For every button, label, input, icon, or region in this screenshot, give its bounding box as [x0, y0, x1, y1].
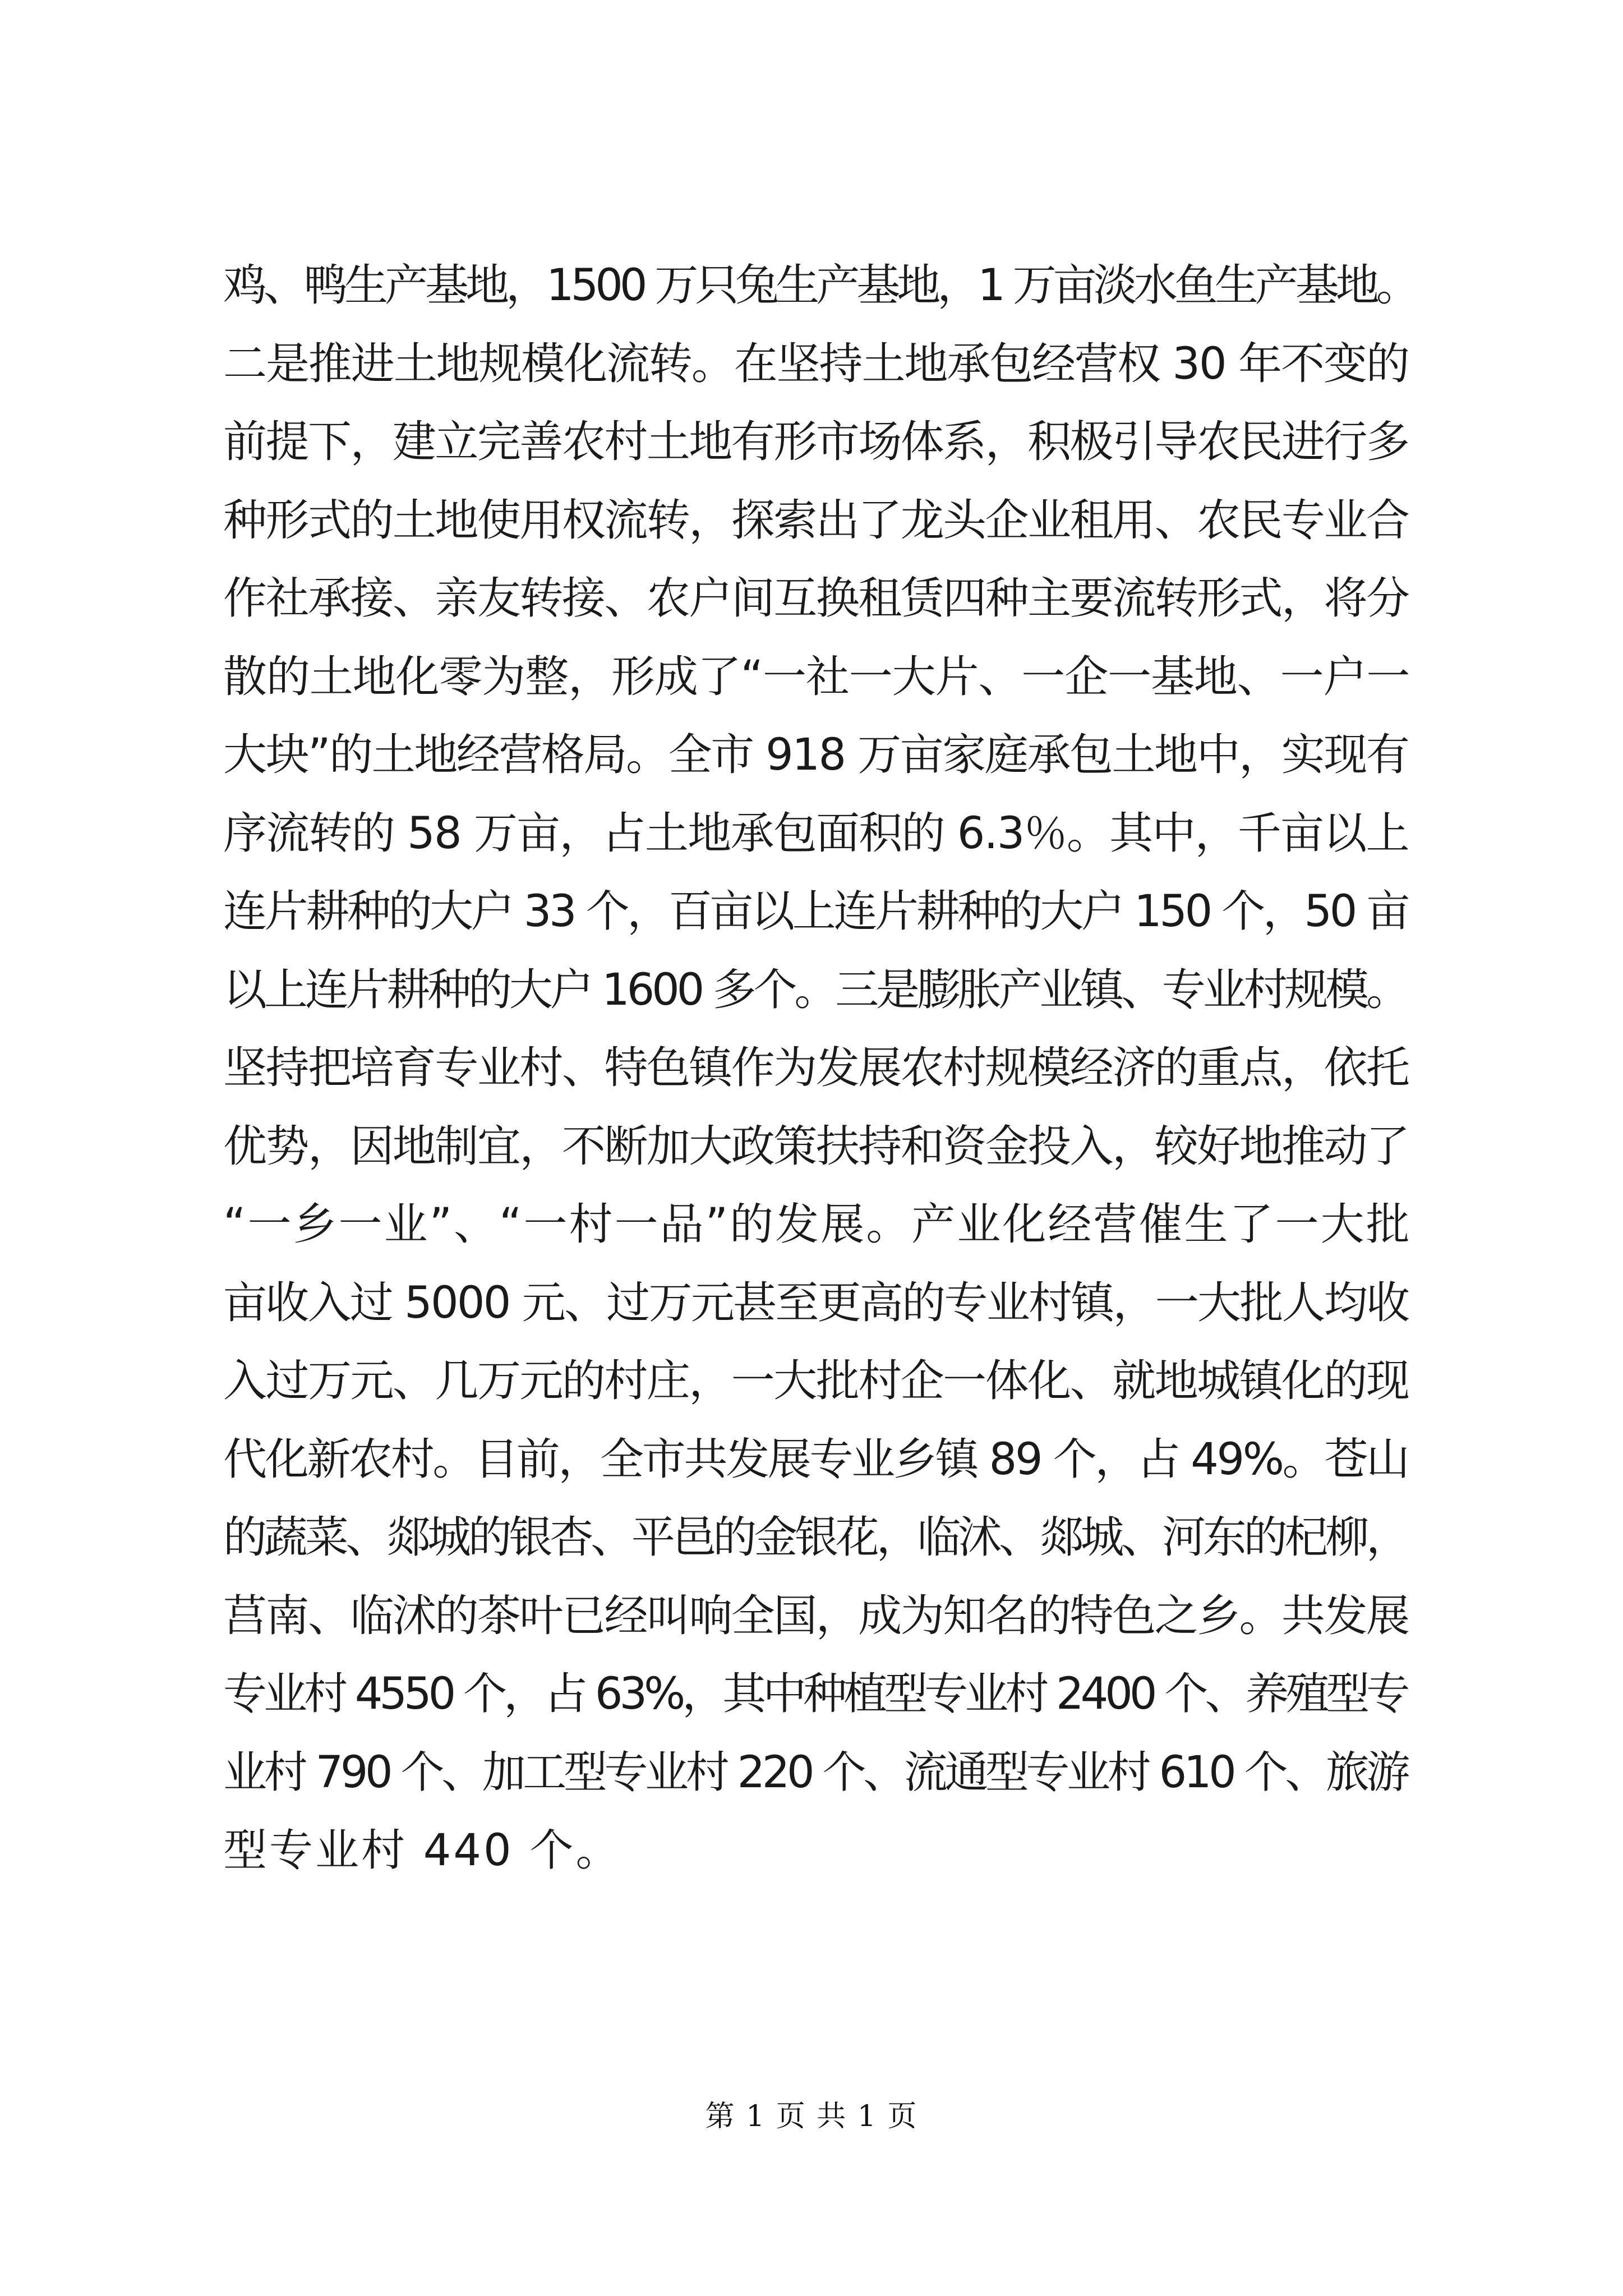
text-line: 的蔬菜、郯城的银杏、平邑的金银花，临沭、郯城、河东的杞柳，: [223, 1512, 1407, 1563]
text-line: 专业村 4550 个，占 63%，其中种植型专业村 2400 个、养殖型专: [223, 1669, 1407, 1719]
text-line: 优势，因地制宜，不断加大政策扶持和资金投入，较好地推动了: [223, 1121, 1409, 1172]
text-line: 二是推进土地规模化流转。在坚持土地承包经营权 30 年不变的: [223, 338, 1409, 389]
text-line: 作社承接、亲友转接、农户间互换租赁四种主要流转形式，将分: [223, 573, 1409, 624]
text-line: 型专业村 440 个。: [223, 1825, 622, 1876]
text-line: 鸡、鸭生产基地，1500 万只兔生产基地，1 万亩淡水鱼生产基地。: [223, 260, 1417, 311]
text-line: 序流转的 58 万亩，占土地承包面积的 6.3％。其中，千亩以上: [223, 808, 1409, 859]
text-line: 以上连片耕种的大户 1600 多个。三是膨胀产业镇、专业村规模。: [223, 964, 1407, 1015]
text-line: 莒南、临沭的茶叶已经叫响全国，成为知名的特色之乡。共发展: [223, 1590, 1409, 1641]
text-line: 大块”的土地经营格局。全市 918 万亩家庭承包土地中，实现有: [223, 730, 1409, 780]
text-line: 连片耕种的大户 33 个，百亩以上连片耕种的大户 150 个，50 亩: [223, 886, 1408, 937]
text-line: 坚持把培育专业村、特色镇作为发展农村规模经济的重点，依托: [223, 1043, 1409, 1093]
text-line: 散的土地化零为整，形成了“一社一大片、一企一基地、一户一: [223, 651, 1410, 702]
text-line: 前提下，建立完善农村土地有形市场体系，积极引导农民进行多: [223, 417, 1409, 467]
text-line: 亩收入过 5000 元、过万元甚至更高的专业村镇，一大批人均收: [223, 1277, 1409, 1328]
text-line: 种形式的土地使用权流转，探索出了龙头企业租用、农民专业合: [223, 495, 1409, 546]
page-footer: 第 1 页 共 1 页: [705, 2100, 918, 2133]
text-line: 业村 790 个、加工型专业村 220 个、流通型专业村 610 个、旅游: [223, 1747, 1407, 1798]
text-line: 代化新农村。目前，全市共发展专业乡镇 89 个，占 49%。苍山: [223, 1434, 1408, 1485]
text-line: “一乡一业”、“一村一品”的发展。产业化经营催生了一大批: [223, 1199, 1412, 1250]
text-line: 入过万元、几万元的村庄，一大批村企一体化、就地城镇化的现: [223, 1356, 1409, 1406]
